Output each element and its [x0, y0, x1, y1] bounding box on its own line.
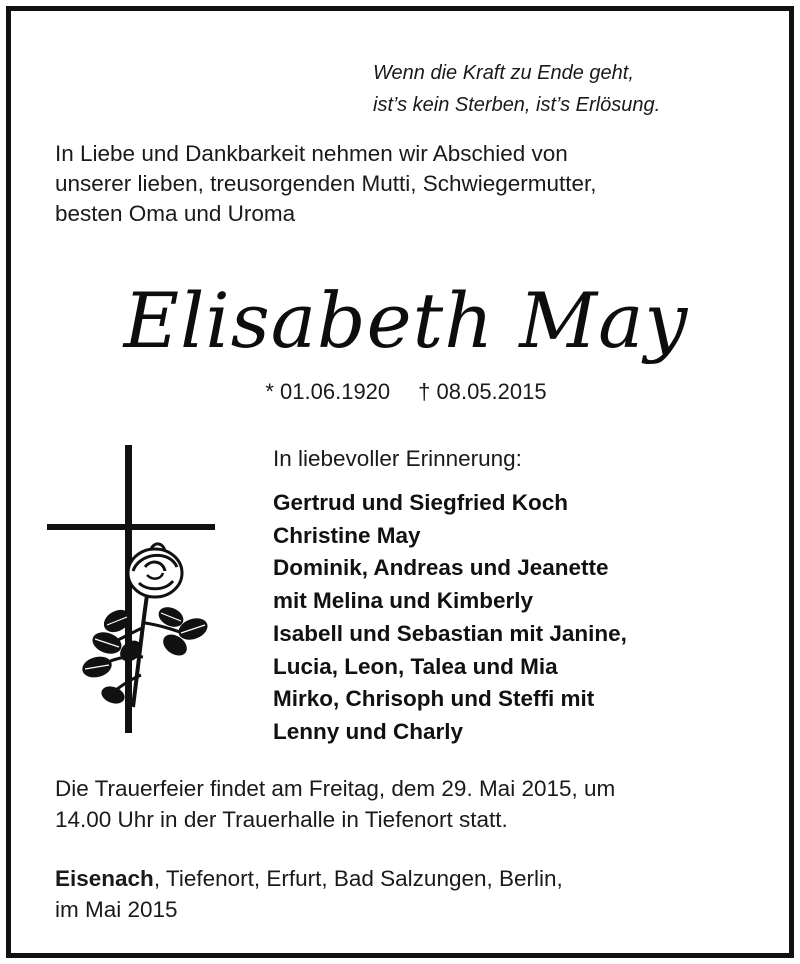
quote-line: ist’s kein Sterben, ist’s Erlösung.: [373, 94, 661, 116]
obituary-notice: [6, 6, 794, 958]
cross-with-rose-icon: [47, 445, 227, 735]
mourner-line: Dominik, Andreas und Jeanette: [273, 555, 609, 581]
funeral-info: [55, 773, 775, 835]
death-date: † 08.05.2015: [418, 379, 547, 404]
mourner-line: Gertrud und Siegfried Koch: [273, 490, 569, 515]
mourner-line: mit Melina und Kimberly: [273, 588, 534, 614]
mourner-line: Christine May: [273, 522, 421, 548]
life-dates: [11, 377, 794, 407]
mourners-list: [273, 487, 627, 749]
mourner-line: Isabell und Sebastian mit Janine,: [273, 620, 627, 646]
places-line: [55, 863, 775, 894]
intro-line: unserer lieben, treusorgenden Mutti, Schwiegermutter,: [55, 171, 597, 196]
places-and-date: [55, 863, 775, 925]
intro-text: [55, 139, 755, 229]
mourner-line: Mirko, Chrisoph und Steffi mit: [273, 686, 595, 712]
mourner-line: Lucia, Leon, Talea und Mia: [273, 653, 558, 679]
place-eisenach: Eisenach: [55, 866, 154, 891]
places-rest: , Tiefenort, Erfurt, Bad Salzungen, Berlin,: [153, 866, 563, 891]
quote-line: Wenn die Kraft zu Ende geht,: [373, 62, 634, 84]
funeral-line: Die Trauerfeier findet am Freitag, dem 29. Mai 2015, um: [55, 776, 616, 801]
deceased-name: Elisabeth May: [123, 276, 689, 365]
funeral-line: 14.00 Uhr in der Trauerhalle in Tiefenort statt.: [55, 807, 508, 832]
intro-line: besten Oma und Uroma: [55, 201, 296, 226]
birth-date: * 01.06.1920: [265, 379, 391, 404]
mourner-line: Lenny und Charly: [273, 718, 464, 744]
notice-date: im Mai 2015: [55, 897, 178, 922]
memory-heading: In liebevoller Erinnerung:: [273, 446, 522, 471]
intro-line: In Liebe und Dankbarkeit nehmen wir Abschied von: [55, 141, 568, 166]
epigraph-quote: [373, 57, 773, 121]
